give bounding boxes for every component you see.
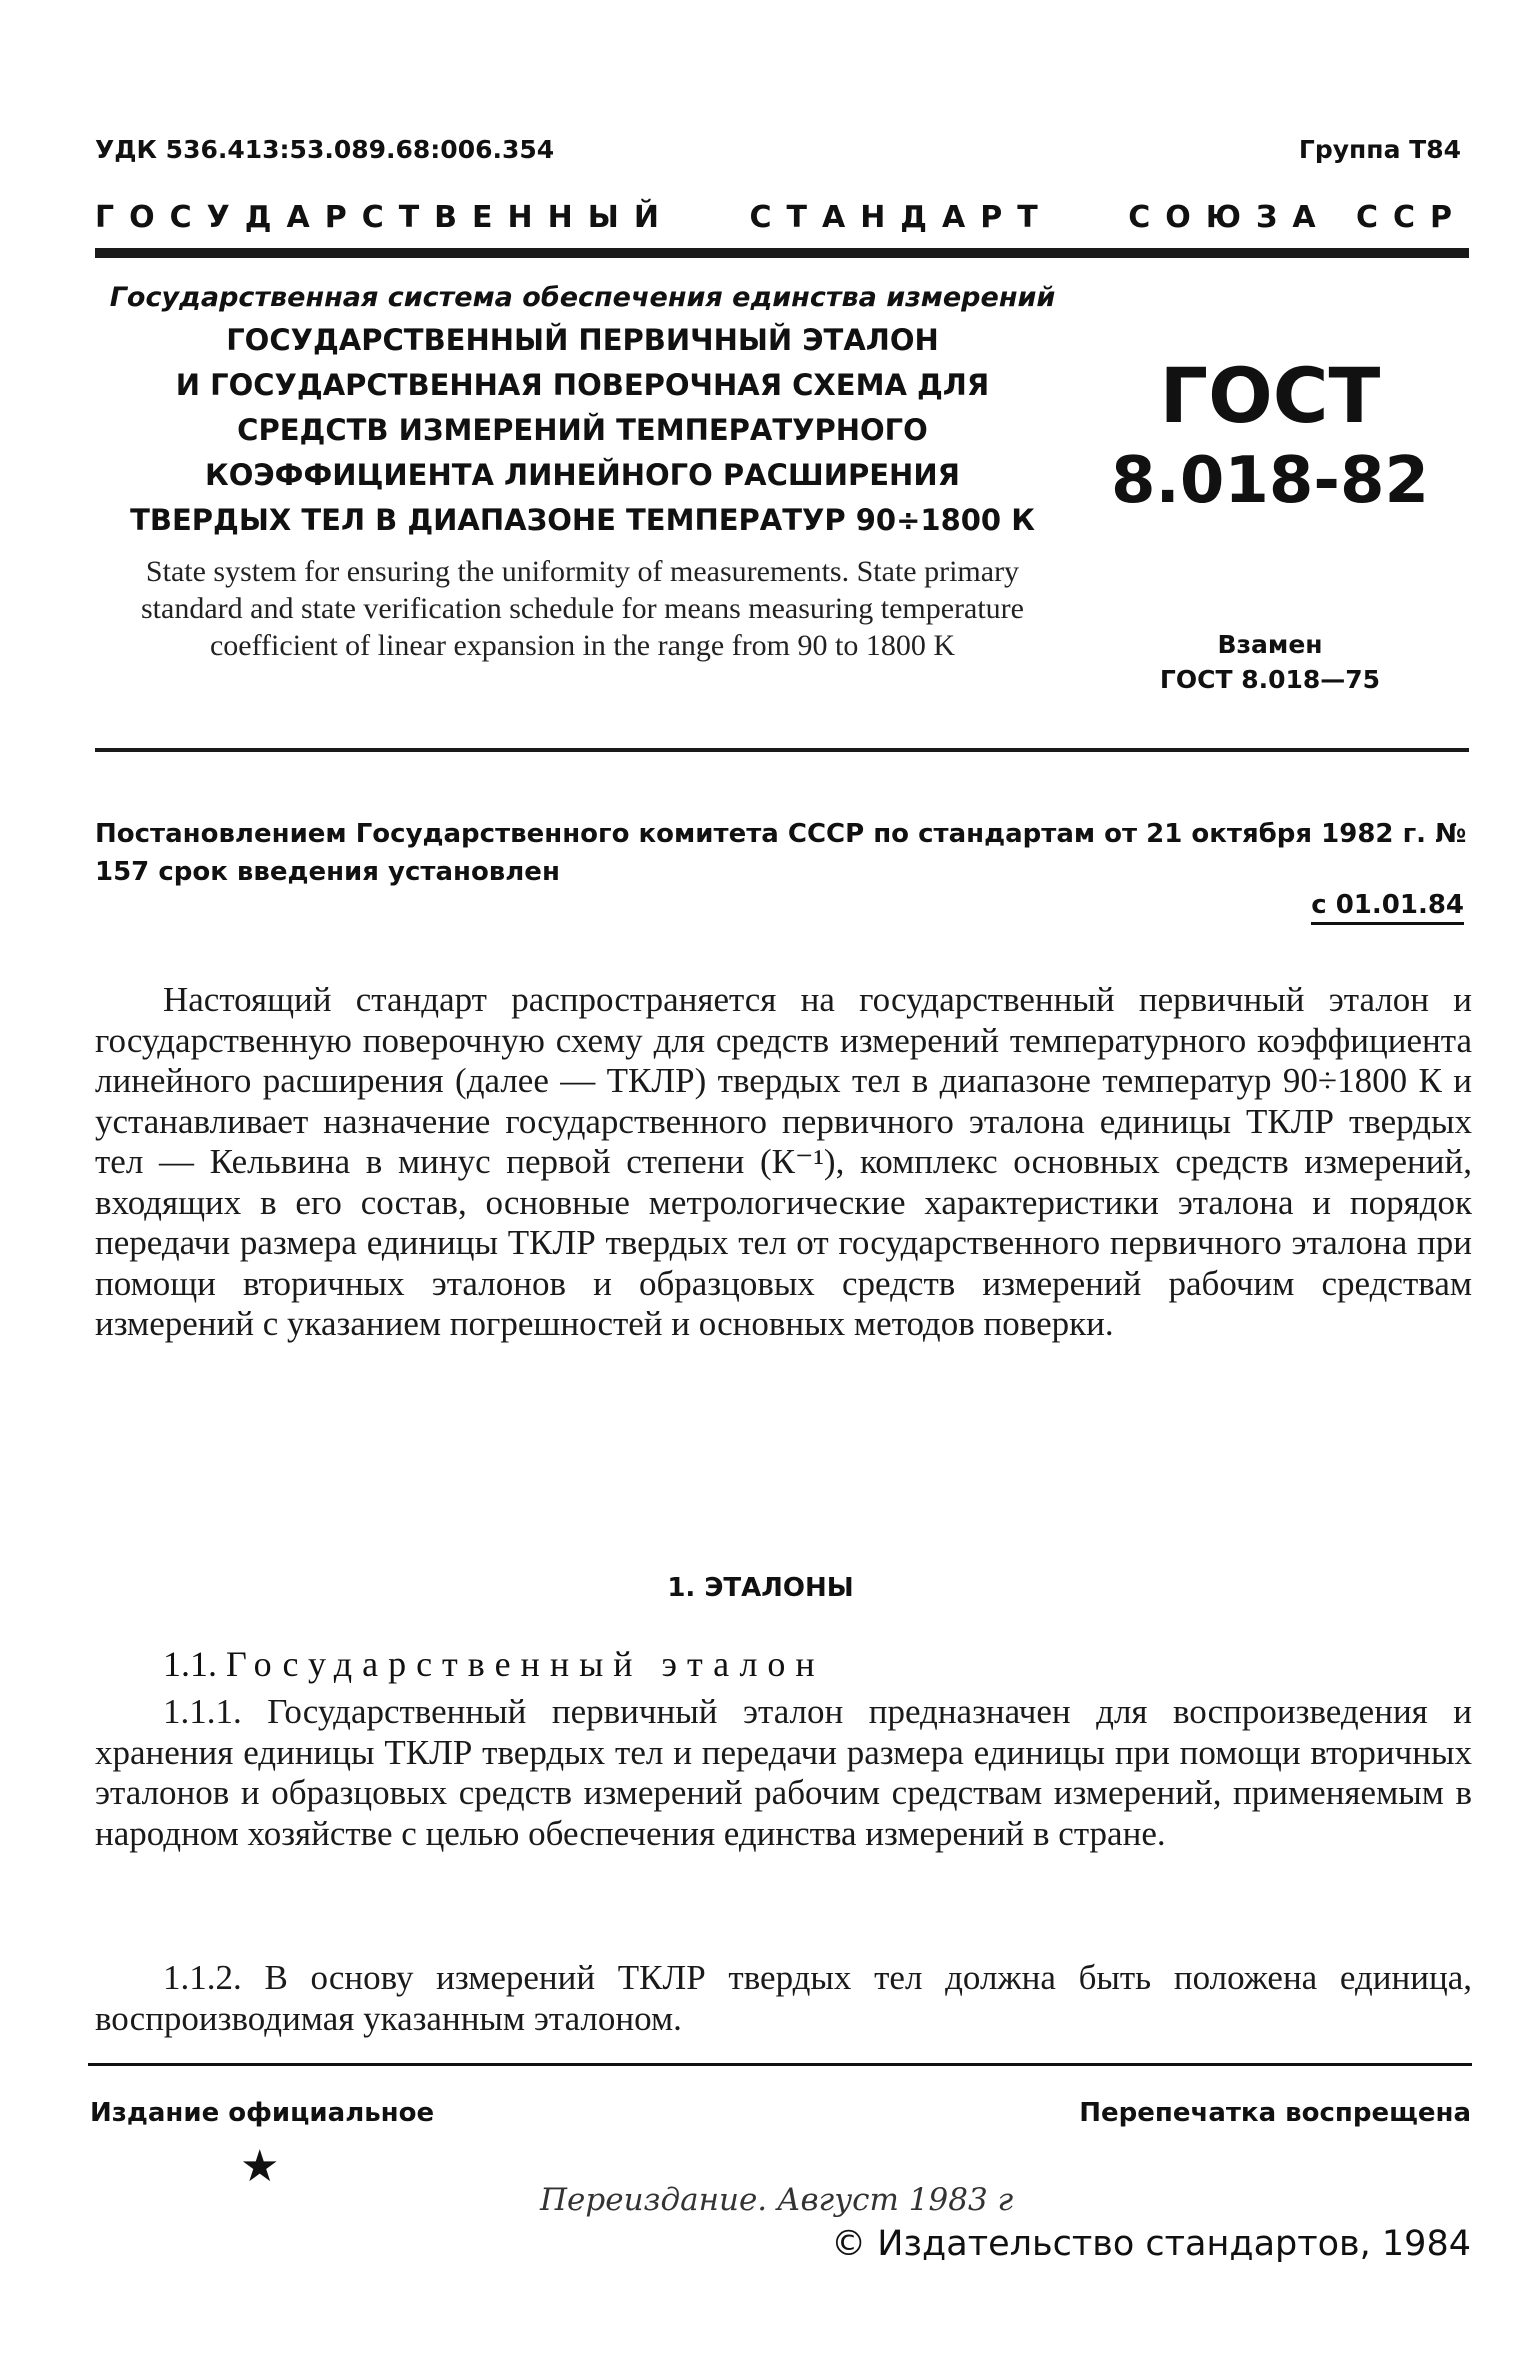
main-title [95,318,1070,543]
section-title: 1. ЭТАЛОНЫ [667,1573,854,1603]
effective-date: с 01.01.84 [1311,890,1464,925]
title-line: СРЕДСТВ ИЗМЕРЕНИЙ ТЕМПЕРАТУРНОГО [237,413,928,447]
star-icon: ★ [240,2142,280,2191]
system-line: Государственная система обеспечения единства измерений [109,282,1056,313]
reprint-prohibited-label: Перепечатка воспрещена [1079,2098,1471,2128]
group-code: Группа Т84 [1298,135,1461,164]
intro-paragraph: Настоящий стандарт распространяется на государственный первичный эталон и государственную поверочную схему для средств измерений температурного коэффициента линейного расширения (далее — ТКЛР) твердых тел в диапазоне температур 90÷1800 К и устанавливает назначение государственного первичного эталона единицы ТКЛР твердых тел — Кельвина в минус первой степени (К⁻¹), комплекс основных средств измерений, входящих в его состав, основные метрологические характеристики эталона и порядок передачи размера единицы ТКЛР твердых тел от государственного первичного эталона при помощи вторичных эталонов и образцовых средств измерений рабочим средствам измерений с указанием погрешностей и основных методов поверки. [95,980,1472,1343]
copyright-line: © Издательство стандартов, 1984 [831,2224,1471,2264]
subsection-number: 1.1. [163,1644,217,1684]
gost-number: 8.018-82 [1110,444,1430,518]
gost-designation [1070,350,1470,694]
subsection-title: Государственный эталон [226,1644,825,1684]
banner-word-3: СОЮЗА ССР [1128,200,1467,235]
official-edition-label: Издание официальное [90,2098,435,2128]
english-title: State system for ensuring the uniformity of measurements. State primary standard and state verification schedule for means measuring temperature coefficient of linear expansion in the range from 90 to 1800 K [141,555,1024,662]
reissue-note: Переиздание. Август 1983 г [540,2182,1014,2218]
footer-rule [88,2063,1472,2066]
banner-word-2: СТАНДАРТ [749,200,1053,235]
top-rule [95,248,1469,258]
title-line: КОЭФФИЦИЕНТА ЛИНЕЙНОГО РАСШИРЕНИЯ [205,458,960,492]
title-block [95,280,1070,664]
title-line: И ГОСУДАРСТВЕННАЯ ПОВЕРОЧНАЯ СХЕМА ДЛЯ [175,368,990,402]
replaces-value: ГОСТ 8.018—75 [1159,665,1381,694]
subsection-heading [163,1643,825,1685]
decree-text: Постановлением Государственного комитета СССР по стандартам от 21 октября 1982 г. № 157 срок введения установлен [95,819,1467,887]
state-standard-banner [95,200,1467,235]
udk-code: УДК 536.413:53.089.68:006.354 [95,135,555,164]
paragraph-1-1-1: 1.1.1. Государственный первичный эталон предназначен для воспроизведения и хранения единицы ТКЛР твердых тел и передачи размера единицы при помощи вторичных эталонов и образцовых средств измерений рабочим средствам измерений, применяемым в народном хозяйстве с целью обеспечения единства измерений в стране. [95,1692,1472,1853]
title-line: ТВЕРДЫХ ТЕЛ В ДИАПАЗОНЕ ТЕМПЕРАТУР 90÷1800 К [130,503,1035,537]
title-bottom-rule [95,748,1469,752]
gost-label: ГОСТ [1159,351,1381,440]
banner-word-1: ГОСУДАРСТВЕННЫЙ [95,200,674,235]
title-line: ГОСУДАРСТВЕННЫЙ ПЕРВИЧНЫЙ ЭТАЛОН [226,323,939,357]
replaces-label: Взамен [1217,630,1323,659]
paragraph-1-1-2: 1.1.2. В основу измерений ТКЛР твердых тел должна быть положена единица, воспроизводимая указанным эталоном. [95,1958,1472,2038]
